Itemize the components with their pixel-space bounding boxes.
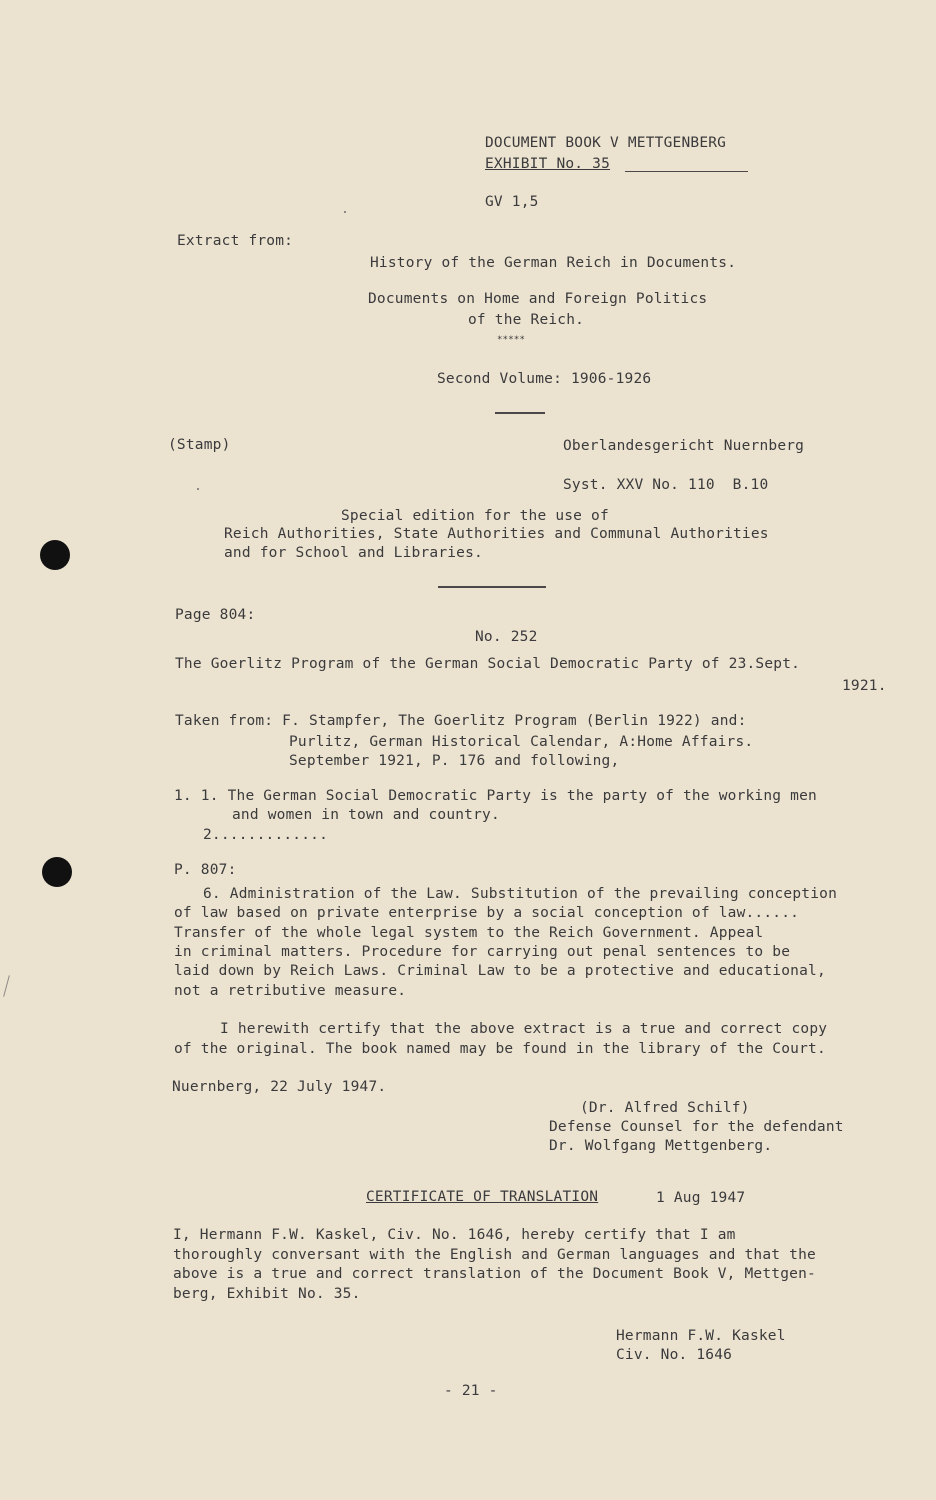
law-line-5: laid down by Reich Laws. Criminal Law to be a protective and educational, [174, 963, 826, 979]
law-line-1: 6. Administration of the Law. Substitution of the prevailing conception [203, 886, 838, 902]
doc-book-heading: DOCUMENT BOOK V METTGENBERG [485, 135, 727, 151]
extract-label: Extract from: [177, 233, 294, 249]
divider-2 [438, 586, 546, 588]
item-2: 2............. [203, 827, 329, 843]
law-line-6: not a retributive measure. [174, 983, 407, 999]
page-804-label: Page 804: [175, 607, 256, 623]
stars-divider: ***** [497, 335, 526, 345]
program-title-line-1: The Goerlitz Program of the German Social Democratic Party of 23.Sept. [175, 656, 801, 672]
translation-line-2: thoroughly conversant with the English and German languages and that the [173, 1247, 816, 1263]
stamp-label: (Stamp) [168, 437, 231, 453]
taken-from-line-3: September 1921, P. 176 and following, [289, 753, 620, 769]
translation-line-3: above is a true and correct translation of the Document Book V, Mettgen- [173, 1266, 816, 1282]
speck-2 [197, 488, 199, 490]
signature-defendant: Dr. Wolfgang Mettgenberg. [549, 1138, 773, 1154]
source-title: History of the German Reich in Documents. [370, 255, 737, 271]
certify-line-2: of the original. The book named may be found in the library of the Court. [174, 1041, 826, 1057]
page-807-label: P. 807: [174, 862, 237, 878]
translator-name: Hermann F.W. Kaskel [616, 1328, 786, 1344]
law-line-3: Transfer of the whole legal system to the Reich Government. Appeal [174, 925, 764, 941]
syst-reference: Syst. XXV No. 110 B.10 [563, 477, 769, 493]
punch-hole-top [40, 540, 70, 570]
translator-civ-no: Civ. No. 1646 [616, 1347, 733, 1363]
signature-role: Defense Counsel for the defendant [549, 1119, 844, 1135]
edition-line-3: and for School and Libraries. [224, 545, 483, 561]
translation-heading: CERTIFICATE OF TRANSLATION [366, 1189, 599, 1205]
certify-place-date: Nuernberg, 22 July 1947. [172, 1079, 387, 1095]
taken-from-line-1: Taken from: F. Stampfer, The Goerlitz Program (Berlin 1922) and: [175, 713, 747, 729]
exhibit-underline [625, 171, 748, 172]
gv-reference: GV 1,5 [485, 194, 539, 210]
divider-1 [495, 412, 545, 414]
edition-line-1: Special edition for the use of [341, 508, 609, 524]
translation-line-4: berg, Exhibit No. 35. [173, 1286, 361, 1302]
item-1-line-1: 1. 1. The German Social Democratic Party is the party of the working men [174, 788, 817, 804]
law-line-2: of law based on private enterprise by a social conception of law...... [174, 905, 800, 921]
document-number: No. 252 [475, 629, 538, 645]
program-title-line-2: 1921. [842, 678, 887, 694]
taken-from-line-2: Purlitz, German Historical Calendar, A:Home Affairs. [289, 734, 754, 750]
source-subtitle-1: Documents on Home and Foreign Politics [368, 291, 708, 307]
law-line-4: in criminal matters. Procedure for carrying out penal sentences to be [174, 944, 791, 960]
page-number: - 21 - [444, 1383, 498, 1399]
source-subtitle-2: of the Reich. [468, 312, 585, 328]
volume-line: Second Volume: 1906-1926 [437, 371, 652, 387]
margin-mark [3, 975, 10, 997]
speck-1 [344, 211, 346, 213]
translation-line-1: I, Hermann F.W. Kaskel, Civ. No. 1646, hereby certify that I am [173, 1227, 736, 1243]
exhibit-number: EXHIBIT No. 35 [485, 156, 611, 172]
certify-line-1: I herewith certify that the above extract is a true and correct copy [220, 1021, 828, 1037]
signature-name: (Dr. Alfred Schilf) [580, 1100, 750, 1116]
edition-line-2: Reich Authorities, State Authorities and Communal Authorities [224, 526, 769, 542]
punch-hole-bottom [42, 857, 72, 887]
translation-date: 1 Aug 1947 [656, 1190, 746, 1206]
court-name: Oberlandesgericht Nuernberg [563, 438, 805, 454]
item-1-line-2: and women in town and country. [232, 807, 500, 823]
